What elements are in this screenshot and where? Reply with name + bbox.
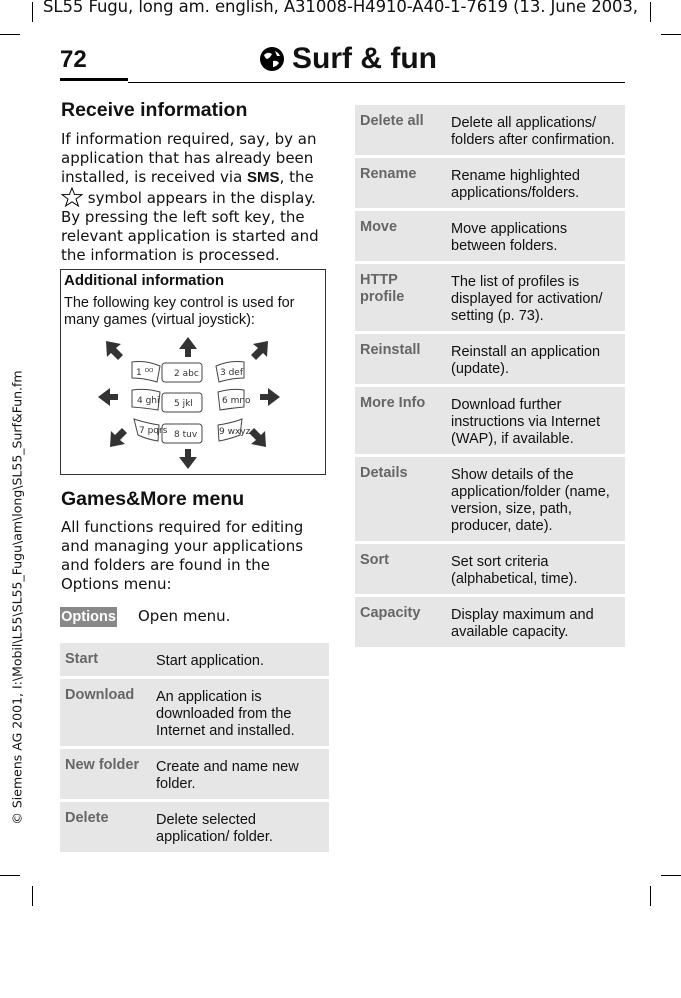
key-4: 4 ghi [137, 396, 160, 406]
option-name: Sort [355, 544, 445, 594]
option-row [355, 334, 625, 384]
option-name: Move [355, 211, 445, 261]
key-2: 2 abc [174, 369, 199, 379]
option-row [60, 643, 329, 676]
additional-info-title: Additional information [64, 272, 224, 289]
crop-mark [650, 886, 651, 906]
key-6: 6 mno [222, 396, 251, 406]
option-row [355, 544, 625, 594]
option-row [355, 387, 625, 454]
arrow-up-icon [179, 337, 197, 357]
crop-mark [32, 886, 33, 906]
star-outline-icon [61, 187, 83, 207]
option-description: Download further instructions via Internet (WAP), if available. [445, 387, 625, 454]
option-description: Delete all applications/ folders after confirmation. [445, 105, 625, 155]
page-number-underline [60, 78, 128, 81]
option-row [355, 264, 625, 331]
option-row [60, 749, 329, 799]
arrow-up-right-icon [251, 341, 268, 360]
arrow-right-icon [260, 388, 280, 406]
section-heading-receive: Receive information [61, 99, 248, 121]
option-description: Delete selected application/ folder. [150, 802, 329, 852]
option-row [60, 679, 329, 746]
option-row [60, 802, 329, 852]
chapter-title [258, 42, 437, 76]
arrow-down-left-icon [110, 428, 127, 447]
section-heading-games: Games&More menu [61, 488, 245, 510]
crop-mark [661, 34, 681, 35]
arrow-down-right-icon [249, 428, 266, 447]
options-description: Open menu. [138, 607, 231, 625]
games-paragraph: All functions required for editing and managing your applications and folders are found in the Options menu: [61, 518, 304, 593]
arrow-up-left-icon [106, 341, 123, 360]
crop-mark [0, 34, 20, 35]
key-3: 3 def [220, 368, 244, 378]
option-name: HTTP profile [355, 264, 445, 331]
option-row [355, 211, 625, 261]
option-description: The list of profiles is displayed for activation/ setting (p. 73). [445, 264, 625, 331]
option-name: Delete [60, 802, 150, 852]
key-8: 8 tuv [174, 430, 198, 440]
key-5: 5 jkl [174, 399, 193, 409]
options-softkey[interactable]: Options [61, 609, 116, 625]
header-rule [128, 82, 625, 83]
option-description: Create and name new folder. [150, 749, 329, 799]
option-description: Rename highlighted applications/folders. [445, 158, 625, 208]
option-name: New folder [60, 749, 150, 799]
side-file-note: © Siemens AG 2001, I:\Mobil\L55\SL55_Fugu\am\long\SL55_Surf&Fun.fm [9, 370, 25, 825]
arrow-down-icon [179, 449, 197, 469]
options-table-left [60, 640, 329, 855]
receive-paragraph: If information required, say, by an application that has already been installed, is received via SMS, the symbol appears in the display. By pressing the left soft key, the relevant application is started and the information is processed. [61, 130, 319, 264]
option-row [355, 158, 625, 208]
key-1: 1 ᴼᴼ [136, 368, 154, 378]
option-description: Show details of the application/folder (name, version, size, path, producer, date). [445, 457, 625, 541]
option-name: Rename [355, 158, 445, 208]
option-description: An application is downloaded from the Internet and installed. [150, 679, 329, 746]
option-name: Start [60, 643, 150, 676]
option-row [355, 105, 625, 155]
page-number: 72 [60, 46, 87, 73]
option-name: Download [60, 679, 150, 746]
sms-label: SMS [247, 169, 280, 186]
options-table-right [355, 102, 625, 650]
running-head: SL55 Fugu, long am. english, A31008-H4910-A40-1-7619 (13. June 2003, [43, 0, 638, 16]
crop-mark [661, 875, 681, 876]
option-description: Move applications between folders. [445, 211, 625, 261]
option-name: Capacity [355, 597, 445, 647]
key-9: 9 wxyz [219, 427, 251, 437]
key-7: 7 pqrs [139, 426, 168, 436]
option-row [355, 457, 625, 541]
option-name: Reinstall [355, 334, 445, 384]
option-row [355, 597, 625, 647]
arrow-left-icon [98, 388, 118, 406]
joystick-keypad-diagram [96, 335, 282, 471]
option-name: Details [355, 457, 445, 541]
option-description: Set sort criteria (alphabetical, time). [445, 544, 625, 594]
option-description: Display maximum and available capacity. [445, 597, 625, 647]
option-description: Start application. [150, 643, 329, 676]
option-name: Delete all [355, 105, 445, 155]
option-name: More Info [355, 387, 445, 454]
chapter-title-text: Surf & fun [292, 42, 437, 75]
additional-info-text: The following key control is used for many games (virtual joystick): [64, 295, 295, 328]
option-description: Reinstall an application (update). [445, 334, 625, 384]
globe-phone-icon [258, 45, 286, 73]
